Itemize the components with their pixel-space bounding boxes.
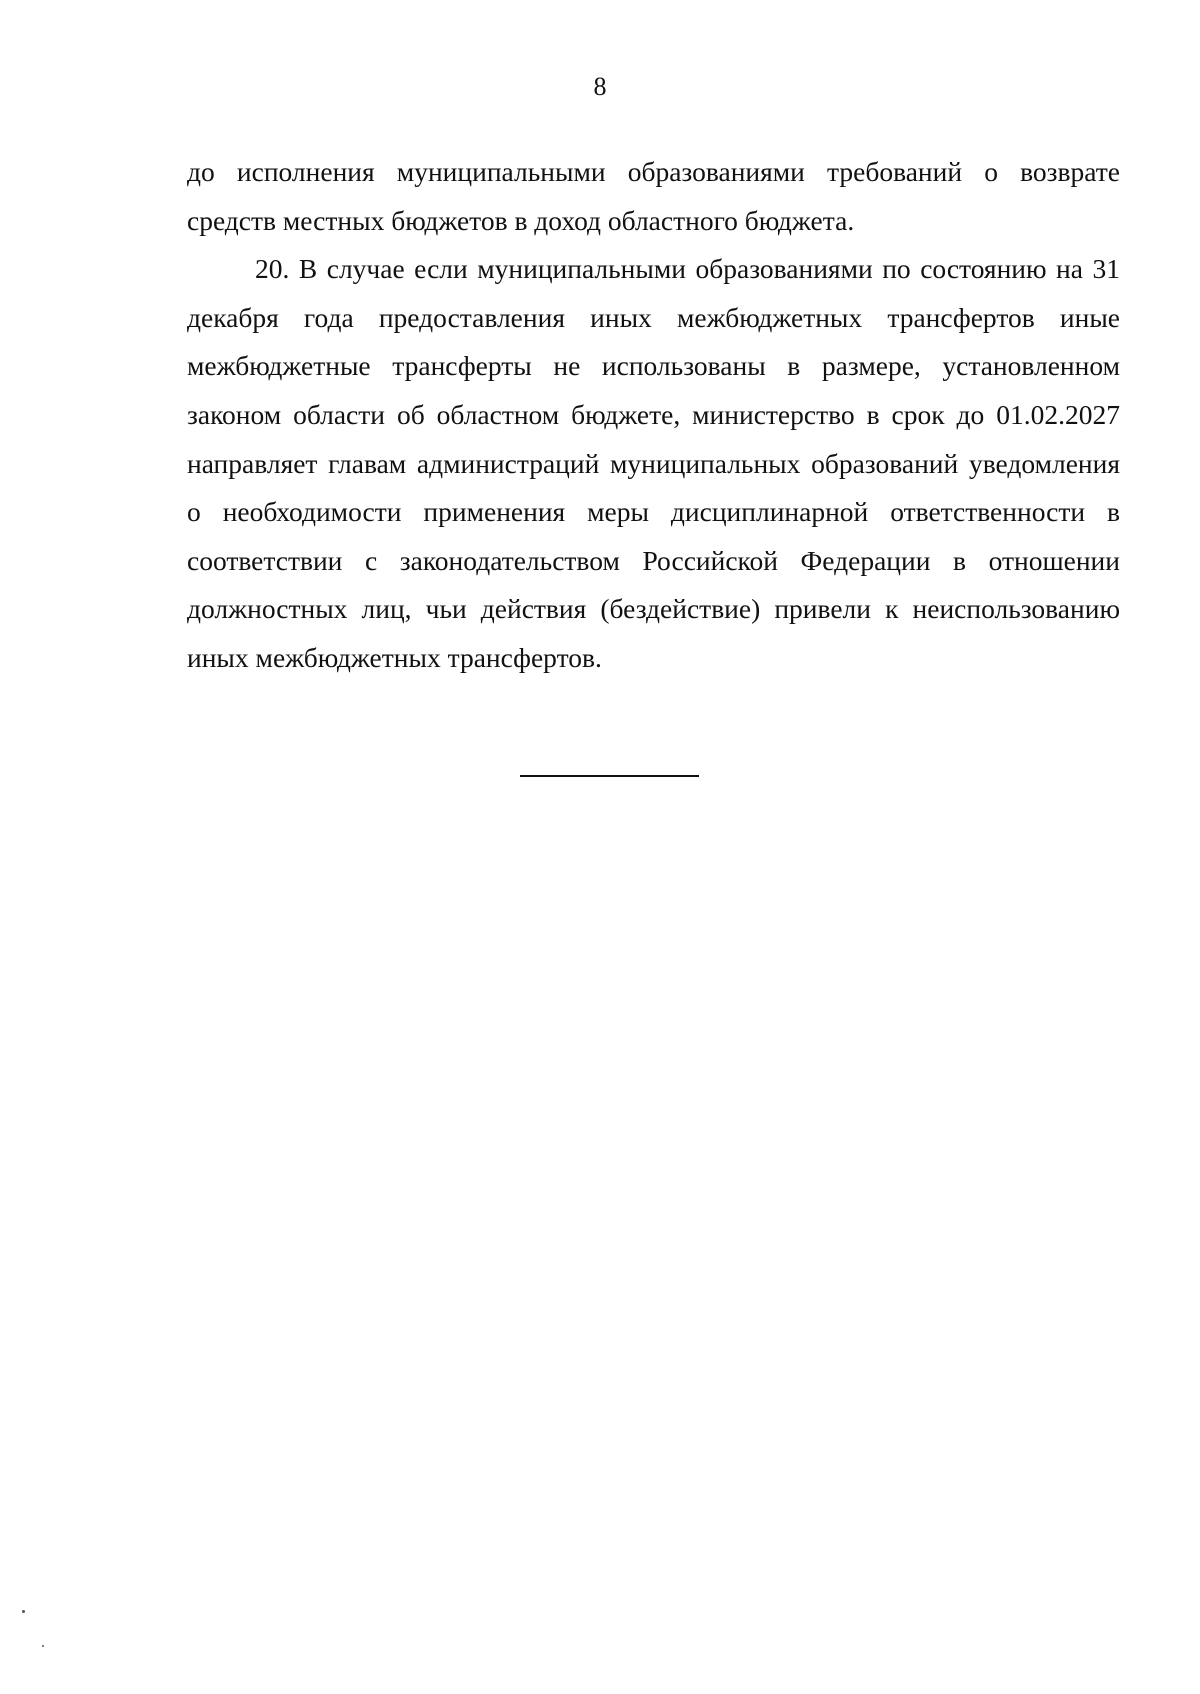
end-of-document-rule: [520, 775, 699, 777]
paragraph-item-20: 20. В случае если муниципальными образованиями по состоянию на 31 декабря года предоставления иных межбюджетных трансфертов иные межбюджетные трансферты не использованы в размере, установленном законом области об областном бюджете, министерство в срок до 01.02.2027 направляет главам администраций муниципальных образований уведомления о необходимости применения меры дисциплинарной ответственности в соответствии с законодательством Российской Федерации в отношении должностных лиц, чьи действия (бездействие) привели к неиспользованию иных межбюджетных трансфертов.: [187, 253, 1120, 673]
paragraph-continuation: до исполнения муниципальными образованиями требований о возврате средств местных бюджетов в доход областного бюджета.: [187, 156, 1120, 236]
scan-speck: [22, 1610, 25, 1613]
scan-speck: [42, 1645, 44, 1647]
document-body: [187, 148, 1120, 683]
page-number: 8: [593, 72, 607, 101]
